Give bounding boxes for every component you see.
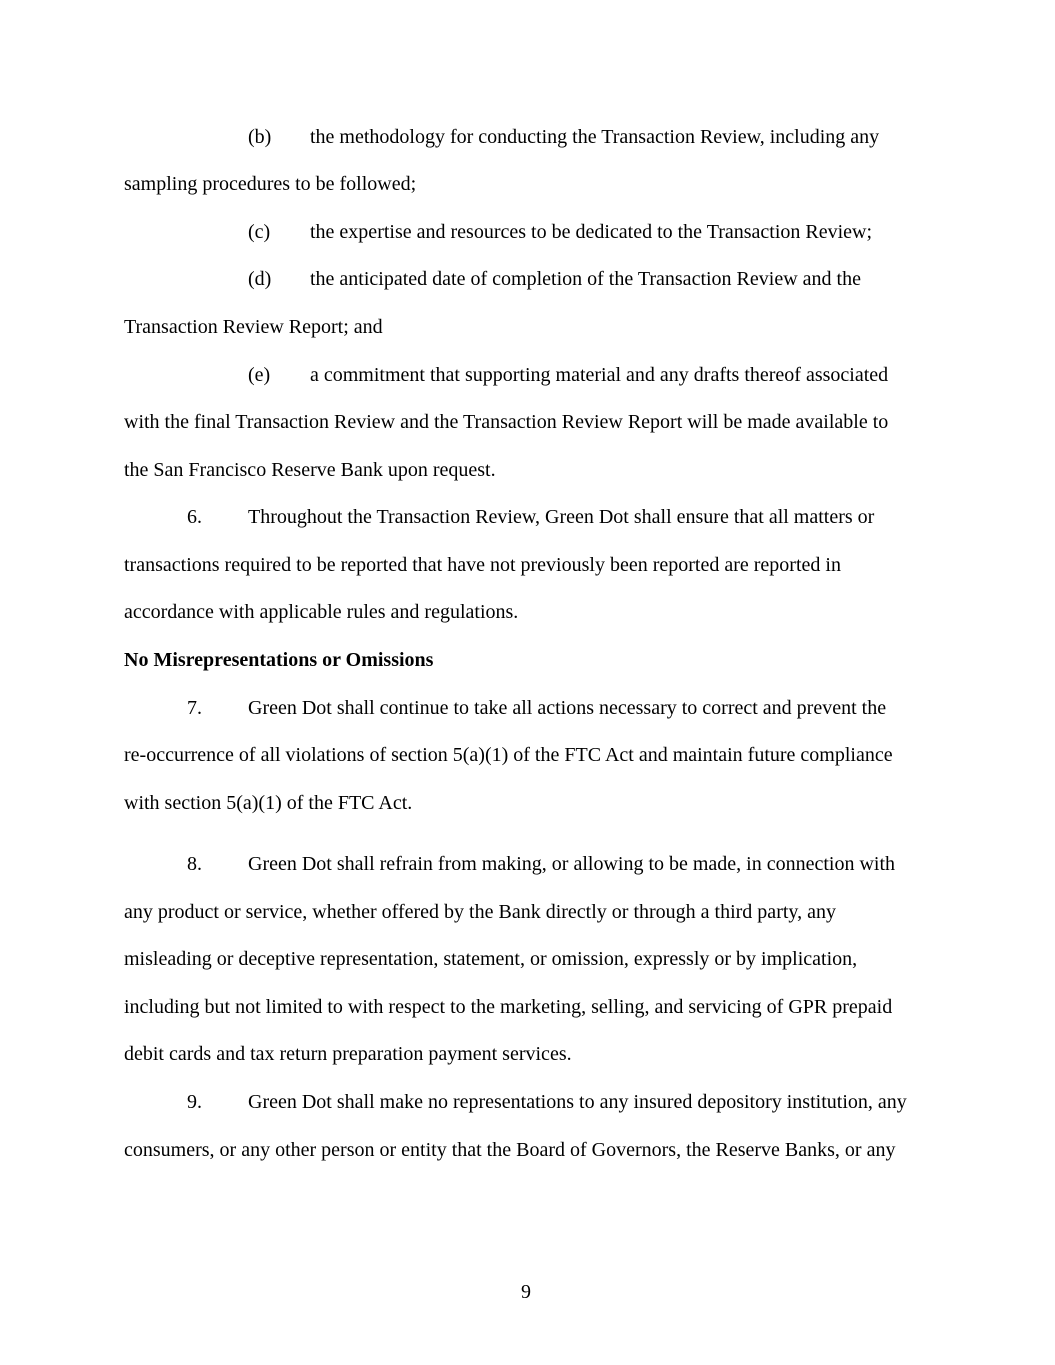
- item-c-line-1: the expertise and resources to be dedicated to the Transaction Review;: [310, 221, 873, 243]
- para-6-line-3: accordance with applicable rules and regulations.: [124, 601, 519, 623]
- item-e-marker: (e): [248, 364, 271, 386]
- page-number: 9: [521, 1281, 531, 1303]
- item-d-line-1: the anticipated date of completion of the Transaction Review and the: [310, 268, 861, 290]
- para-7-line-2: re-occurrence of all violations of section 5(a)(1) of the FTC Act and maintain future compliance: [124, 744, 893, 766]
- para-6-line-1: Throughout the Transaction Review, Green Dot shall ensure that all matters or: [248, 506, 875, 528]
- para-8-line-5: debit cards and tax return preparation payment services.: [124, 1043, 572, 1065]
- para-8-line-4: including but not limited to with respect to the marketing, selling, and servicing of GPR prepaid: [124, 996, 893, 1018]
- item-d-line-2: Transaction Review Report; and: [124, 316, 383, 338]
- para-8-line-2: any product or service, whether offered by the Bank directly or through a third party, any: [124, 901, 836, 923]
- para-6-number: 6.: [187, 506, 202, 528]
- item-b-line-2: sampling procedures to be followed;: [124, 173, 417, 195]
- para-9-line-2: consumers, or any other person or entity that the Board of Governors, the Reserve Banks, or any: [124, 1139, 896, 1161]
- para-6-line-2: transactions required to be reported that have not previously been reported are reported in: [124, 554, 841, 576]
- item-c-marker: (c): [248, 221, 271, 243]
- item-b-marker: (b): [248, 126, 272, 148]
- para-9-number: 9.: [187, 1091, 202, 1113]
- item-e-line-1: a commitment that supporting material and any drafts thereof associated: [310, 364, 889, 386]
- item-e-line-3: the San Francisco Reserve Bank upon request.: [124, 459, 496, 481]
- item-d-marker: (d): [248, 268, 272, 290]
- item-e-line-2: with the final Transaction Review and the Transaction Review Report will be made available to: [124, 411, 889, 433]
- para-7-line-1: Green Dot shall continue to take all actions necessary to correct and prevent the: [248, 697, 887, 719]
- item-b-line-1: the methodology for conducting the Transaction Review, including any: [310, 126, 880, 148]
- para-8-line-1: Green Dot shall refrain from making, or allowing to be made, in connection with: [248, 853, 896, 875]
- section-heading: No Misrepresentations or Omissions: [124, 649, 434, 671]
- para-7-line-3: with section 5(a)(1) of the FTC Act.: [124, 792, 413, 814]
- para-8-line-3: misleading or deceptive representation, statement, or omission, expressly or by implication,: [124, 948, 858, 970]
- para-7-number: 7.: [187, 697, 202, 719]
- para-9-line-1: Green Dot shall make no representations to any insured depository institution, any: [248, 1091, 907, 1113]
- para-8-number: 8.: [187, 853, 202, 875]
